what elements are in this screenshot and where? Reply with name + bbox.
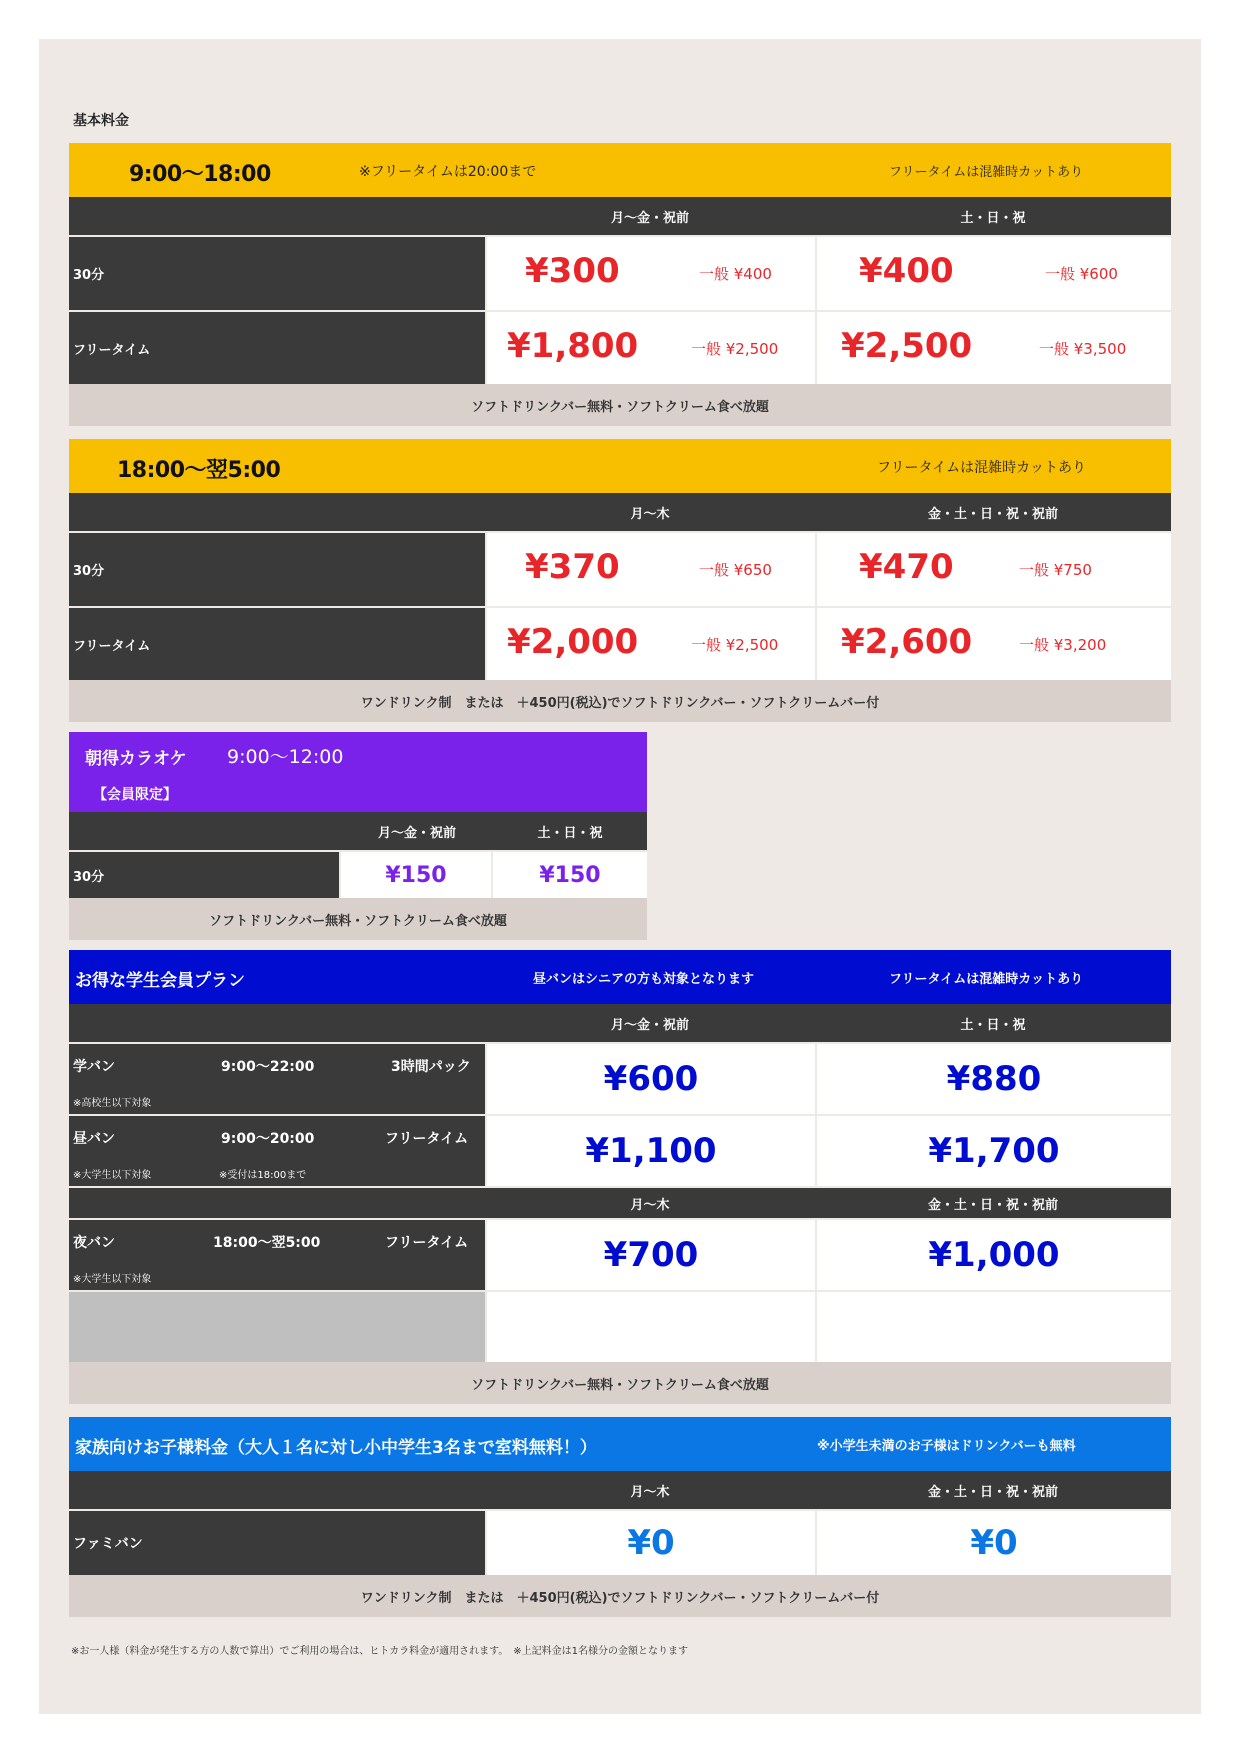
price: ¥400 [859,251,954,291]
section5-price2: ¥0 [817,1511,1171,1575]
section1-col1: 月〜金・祝前 [610,210,689,226]
section1-row1-label: 30分 [69,237,485,310]
section3-name: 朝得カラオケ [85,749,187,769]
plan-target: ※高校生以下対象 [73,1098,152,1109]
section1-row2-cell2 [817,312,1171,384]
plan-reception-note: ※受付は18:00まで [219,1170,307,1181]
section4-senior-note: 昼バンはシニアの方も対象となります [533,972,755,987]
section1-row2-label: フリータイム [69,312,485,384]
plan-name: 夜バン [73,1235,115,1251]
section2-row2-cell1 [487,608,815,680]
section3-price2: ¥150 [493,852,647,898]
section5-row-label: ファミバン [69,1511,485,1575]
section3-row-label: 30分 [69,852,339,898]
section3-time: 9:00〜12:00 [227,746,344,768]
section2-row2-cell2 [817,608,1171,680]
section2-row1-label: 30分 [69,533,485,606]
plan-name: 昼バン [73,1131,115,1147]
section4-row1-label [69,1044,485,1114]
section4-row2-price1: ¥1,100 [487,1116,815,1186]
section3-header [69,732,647,812]
general-price: 一般 ¥3,200 [1019,636,1107,654]
section1-row2-cell1 [487,312,815,384]
section4-col1b: 月〜木 [630,1197,670,1213]
section1-row1-cell1 [487,237,815,310]
section4-row2-price2: ¥1,700 [817,1116,1171,1186]
section5-price1: ¥0 [487,1511,815,1575]
plan-time: 18:00〜翌5:00 [213,1235,321,1251]
price: ¥2,500 [841,326,973,366]
bottom-note: ※お一人様（料金が発生する方の人数で算出）でご利用の場合は、ヒトカラ料金が適用されます。 ※上記料金は1名様分の金額となります [71,1646,689,1657]
general-price: 一般 ¥750 [1019,561,1092,579]
section4-empty-cell2 [817,1292,1171,1362]
price: ¥1,800 [507,326,639,366]
section5-title: 家族向けお子様料金（大人１名に対し小中学生3名まで室料無料！） [75,1438,597,1458]
section3-members-only: 【会員限定】 [93,787,177,803]
section3-footer: ソフトドリンクバー無料・ソフトクリーム食べ放題 [69,898,647,940]
section4-col-header [69,1004,1171,1042]
section2-row1-cell2 [817,533,1171,606]
section1-time: 9:00〜18:00 [129,162,271,187]
section1-col2: 土・日・祝 [960,210,1026,226]
section2-col1: 月〜木 [630,506,670,522]
section4-footer: ソフトドリンクバー無料・ソフトクリーム食べ放題 [69,1362,1171,1404]
section1-col-header [69,197,1171,235]
section5-col1: 月〜木 [630,1484,670,1500]
plan-target: ※大学生以下対象 [73,1274,152,1285]
section4-cut-note: フリータイムは混雑時カットあり [889,972,1084,987]
price: ¥2,000 [507,622,639,662]
general-price: 一般 ¥650 [699,561,772,579]
section1-header [69,143,1171,197]
general-price: 一般 ¥3,500 [1039,340,1127,358]
section4-empty-label [69,1292,485,1362]
plan-type: 3時間パック [391,1059,471,1075]
general-price: 一般 ¥2,500 [691,340,779,358]
section4-col1: 月〜金・祝前 [610,1017,689,1033]
section2-col-header [69,493,1171,531]
section2-footer: ワンドリンク制 または ＋450円(税込)でソフトドリンクバー・ソフトクリームバー付 [69,680,1171,722]
section5-footer: ワンドリンク制 または ＋450円(税込)でソフトドリンクバー・ソフトクリームバー付 [69,1575,1171,1617]
section4-title: お得な学生会員プラン [75,971,245,991]
section4-col-header-b [69,1188,1171,1218]
section4-row2-label [69,1116,485,1186]
section4-col2: 土・日・祝 [960,1017,1026,1033]
section4-row3-price1: ¥700 [487,1220,815,1290]
section4-row1-price2: ¥880 [817,1044,1171,1114]
section4-row1-price1: ¥600 [487,1044,815,1114]
price: ¥470 [859,547,954,587]
price-sheet [39,39,1201,1714]
section5-header [69,1417,1171,1471]
section4-row3-label [69,1220,485,1290]
section1-footer: ソフトドリンクバー無料・ソフトクリーム食べ放題 [69,384,1171,426]
plan-target: ※大学生以下対象 [73,1170,152,1181]
plan-type: フリータイム [385,1235,469,1251]
section1-freetime-note: ※フリータイムは20:00まで [359,164,537,180]
plan-name: 学バン [73,1059,115,1075]
section2-row1-cell1 [487,533,815,606]
general-price: 一般 ¥400 [699,265,772,283]
section2-col2: 金・土・日・祝・祝前 [927,506,1058,522]
section5-col-header [69,1471,1171,1509]
price: ¥2,600 [841,622,973,662]
section3-price1: ¥150 [341,852,491,898]
section5-note: ※小学生未満のお子様はドリンクバーも無料 [817,1439,1076,1454]
section4-header [69,950,1171,1004]
section2-header [69,439,1171,493]
section3-col2: 土・日・祝 [537,825,603,841]
section3-col1: 月〜金・祝前 [377,825,456,841]
price: ¥370 [525,547,620,587]
section2-cut-note: フリータイムは混雑時カットあり [877,460,1087,476]
plan-time: 9:00〜22:00 [221,1059,315,1075]
section4-col2b: 金・土・日・祝・祝前 [927,1197,1058,1213]
general-price: 一般 ¥2,500 [691,636,779,654]
price: ¥300 [525,251,620,291]
section2-row2-label: フリータイム [69,608,485,680]
section5-col2: 金・土・日・祝・祝前 [927,1484,1058,1500]
plan-time: 9:00〜20:00 [221,1131,315,1147]
general-price: 一般 ¥600 [1045,265,1118,283]
section1-cut-note: フリータイムは混雑時カットあり [889,165,1084,180]
section4-empty-cell1 [487,1292,815,1362]
section2-time: 18:00〜翌5:00 [117,458,281,483]
section1-row1-cell2 [817,237,1171,310]
plan-type: フリータイム [385,1131,469,1147]
page-title: 基本料金 [73,113,129,129]
section4-row3-price2: ¥1,000 [817,1220,1171,1290]
section3-col-header [69,812,647,850]
